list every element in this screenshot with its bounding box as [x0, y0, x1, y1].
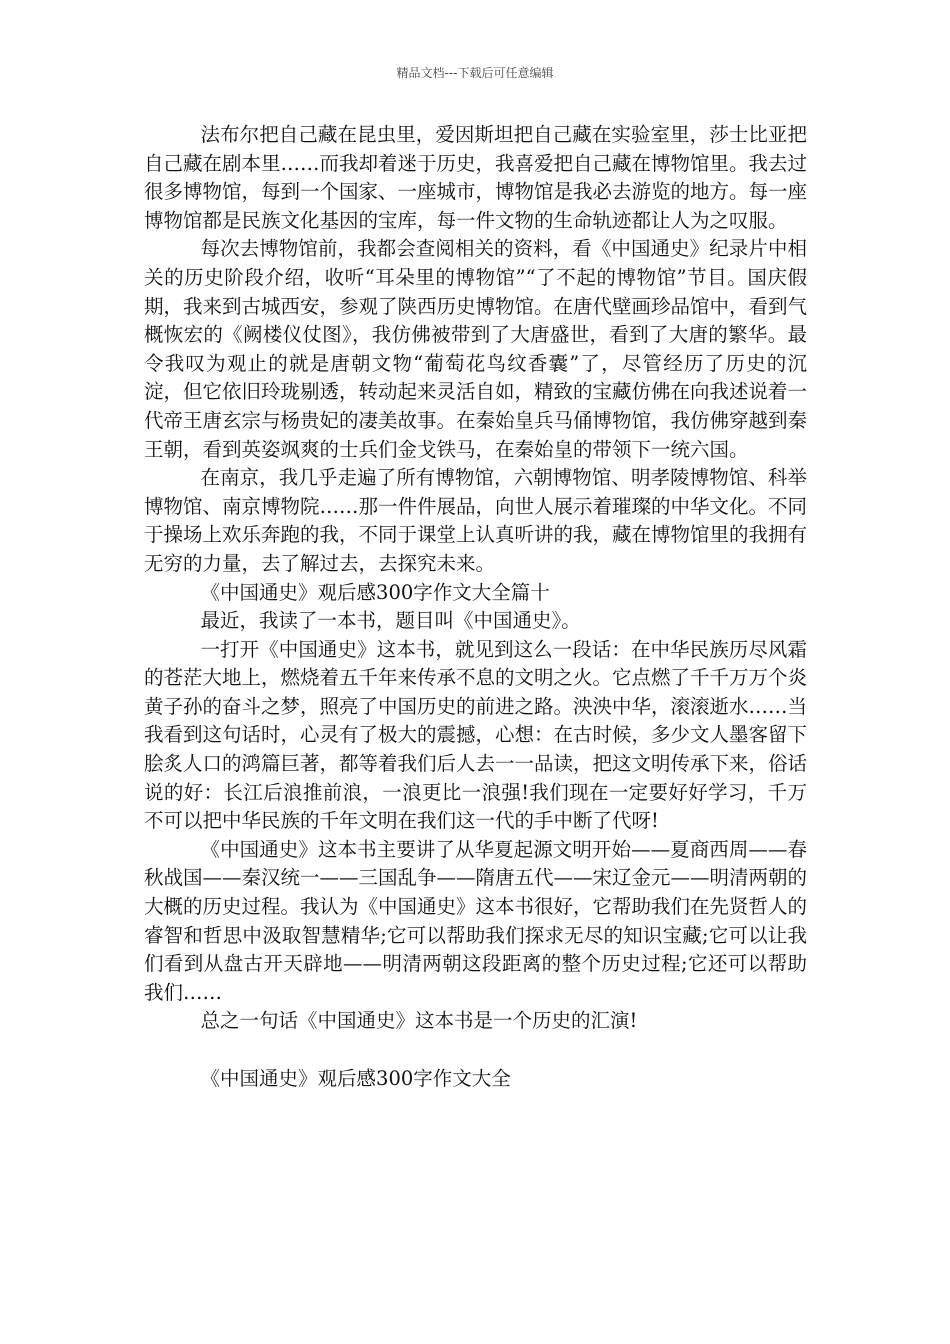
paragraph-conclusion: 总之一句话《中国通史》这本书是一个历史的汇演!	[200, 1009, 638, 1033]
paragraph-xian-visit: 每次去博物馆前，我都会查阅相关的资料，看《中国通史》纪录片中相关的历史阶段介绍，收听“耳朵里的博物馆”“了不起的博物馆”节目。国庆假期，我来到古城西安，参观了陕西历史博物馆。在唐代壁画珍品馆中，看到气概恢宏的《阙楼仪仗图》，我仿佛被带到了大唐盛世，看到了大唐的繁华。最令我叹为观止的就是唐朝文物“葡萄花鸟纹香囊”了，尽管经历了历史的沉淀，但它依旧玲珑剔透，转动起来灵活自如，精致的宝藏仿佛在向我述说着一代帝王唐玄宗与杨贵妃的凄美故事。在秦始皇兵马俑博物馆，我仿佛穿越到秦王朝，看到英姿飒爽的士兵们金戈铁马，在秦始皇的带领下一统六国。	[144, 237, 808, 461]
document-footer-title: 《中国通史》观后感300字作文大全	[200, 1066, 511, 1090]
blank-line	[144, 1036, 807, 1065]
paragraph-nanjing-visit: 在南京，我几乎走遍了所有博物馆，六朝博物馆、明孝陵博物馆、科举博物馆、南京博物院……那一件件展品，向世人展示着璀璨的中华文化。不同于操场上欢乐奔跑的我，不同于课堂上认真听讲的我，藏在博物馆里的我拥有无穷的力量，去了解过去，去探究未来。	[144, 466, 808, 575]
document-body	[144, 121, 807, 1093]
page-header: 精品文档---下载后可任意编辑	[396, 66, 554, 80]
paragraph-museum-intro: 法布尔把自己藏在昆虫里，爱因斯坦把自己藏在实验室里，莎士比亚把自己藏在剧本里……而我却着迷于历史，我喜爱把自己藏在博物馆里。我去过很多博物馆，每到一个国家、一座城市，博物馆是我必去游览的地方。每一座博物馆都是民族文化基因的宝库，每一件文物的生命轨迹都让人为之叹服。	[144, 123, 808, 232]
paragraph-opening-passage: 一打开《中国通史》这本书，就见到这么一段话：在中华民族历尽风霜的苍茫大地上，燃烧着五千年来传承不息的文明之火。它点燃了千千万万个炎黄子孙的奋斗之梦，照亮了中国历史的前进之路。泱泱中华，滚滚逝水……当我看到这句话时，心灵有了极大的震撼，心想：在古时候，多少文人墨客留下脍炙人口的鸿篇巨著，都等着我们后人去一一品读，把这文明传承下来，俗话说的好：长江后浪推前浪，一浪更比一浪强!我们现在一定要好好学习，千万不可以把中华民族的千年文明在我们这一代的手中断了代呀!	[144, 637, 808, 833]
paragraph-book-summary: 《中国通史》这本书主要讲了从华夏起源文明开始——夏商西周——春秋战国——秦汉统一——三国乱争——隋唐五代——宋辽金元——明清两朝的大概的历史过程。我认为《中国通史》这本书很好，它帮助我们在先贤哲人的睿智和哲思中汲取智慧精华;它可以帮助我们探求无尽的知识宝藏;它可以让我们看到从盘古开天辟地——明清两朝这段距离的整个历史过程;它还可以帮助我们……	[144, 837, 808, 1004]
paragraph-read-book: 最近，我读了一本书，题目叫《中国通史》。	[200, 609, 581, 633]
section-heading-part-ten: 《中国通史》观后感300字作文大全篇十	[200, 580, 550, 604]
